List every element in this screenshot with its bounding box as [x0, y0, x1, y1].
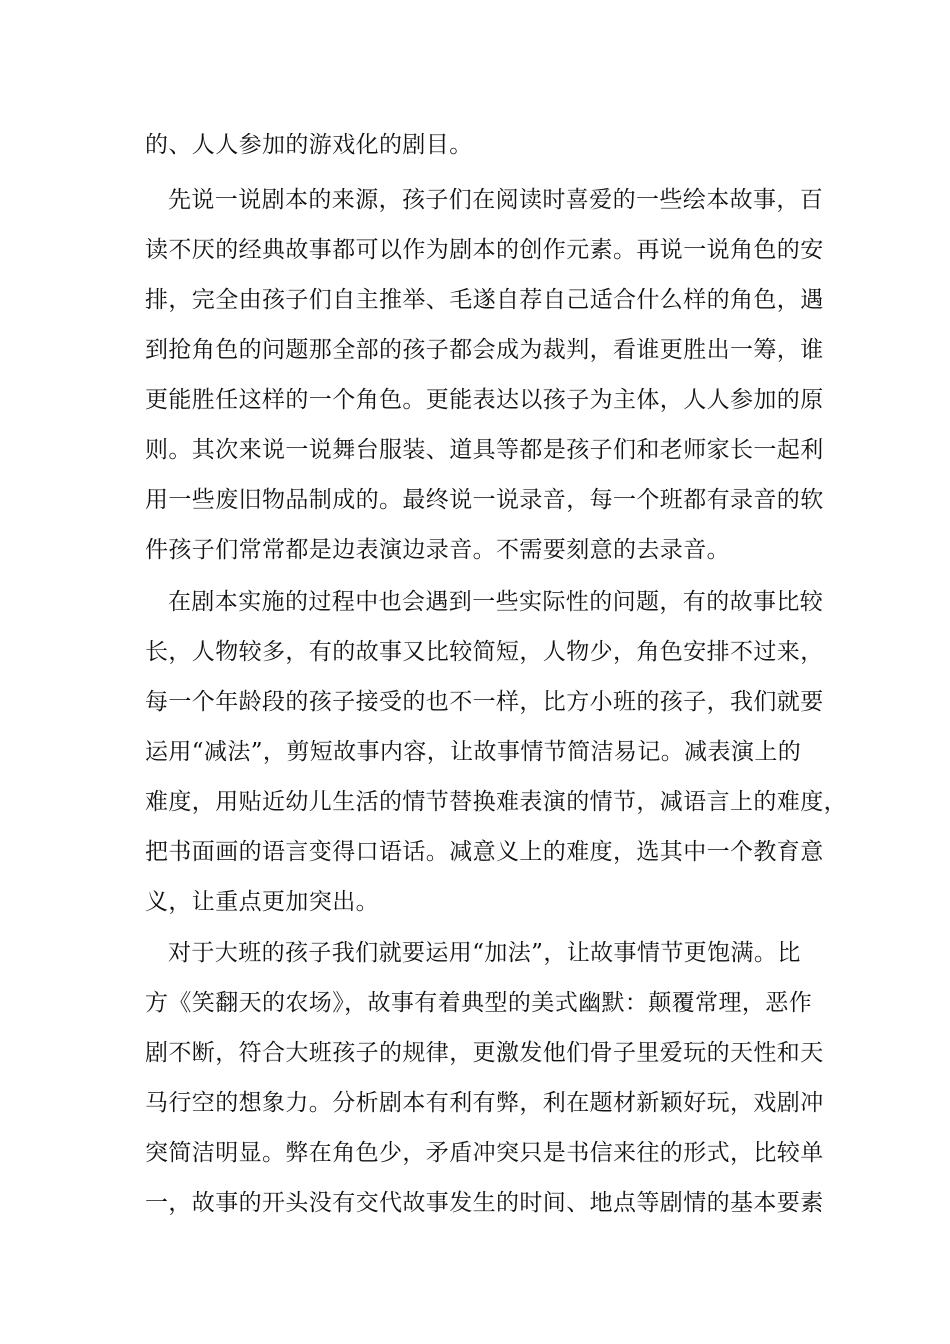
- text-line: 更能胜任这样的一个角色。更能表达以孩子为主体，人人参加的原: [145, 387, 824, 413]
- text-line: 在剧本实施的过程中也会遇到一些实际性的问题，有的故事比较: [168, 589, 824, 615]
- text-line: 则。其次来说一说舞台服装、道具等都是孩子们和老师家长一起利: [145, 437, 824, 463]
- text-line: 剧不断，符合大班孩子的规律，更激发他们骨子里爱玩的天性和天: [145, 1040, 824, 1066]
- text-line: 运用“减法”，剪短故事内容，让故事情节简洁易记。减表演上的: [145, 739, 802, 765]
- text-line: 长，人物较多，有的故事又比较简短，人物少，角色安排不过来，: [145, 639, 824, 665]
- text-line: 到抢角色的问题那全部的孩子都会成为裁判，看谁更胜出一筹，谁: [145, 337, 824, 363]
- text-line: 用一些废旧物品制成的。最终说一说录音，每一个班都有录音的软: [145, 487, 824, 513]
- text-line: 把书面画的语言变得口语话。减意义上的难度，选其中一个教育意: [145, 839, 824, 865]
- text-line: 对于大班的孩子我们就要运用“加法”，让故事情节更饱满。比: [168, 940, 801, 966]
- text-line: 方《笑翻天的农场》，故事有着典型的美式幽默：颠覆常理，恶作: [145, 990, 813, 1016]
- text-line: 义，让重点更加突出。: [145, 889, 379, 915]
- text-line: 一，故事的开头没有交代故事发生的时间、地点等剧情的基本要素: [145, 1190, 824, 1216]
- text-line: 件孩子们常常都是边表演边录音。不需要刻意的去录音。: [145, 537, 730, 563]
- text-line: 每一个年龄段的孩子接受的也不一样，比方小班的孩子，我们就要: [145, 689, 824, 715]
- text-line: 马行空的想象力。分析剧本有利有弊，利在题材新颖好玩，戏剧冲: [145, 1090, 824, 1116]
- text-line: 的、人人参加的游戏化的剧目。: [145, 132, 473, 158]
- text-line: 突简洁明显。弊在角色少，矛盾冲突只是书信来往的形式，比较单: [145, 1140, 824, 1166]
- text-line: 难度，用贴近幼儿生活的情节替换难表演的情节，减语言上的难度，: [145, 789, 847, 815]
- text-line: 读不厌的经典故事都可以作为剧本的创作元素。再说一说角色的安: [145, 237, 824, 263]
- text-line: 先说一说剧本的来源，孩子们在阅读时喜爱的一些绘本故事，百: [168, 187, 824, 213]
- text-line: 排，完全由孩子们自主推举、毛遂自荐自己适合什么样的角色，遇: [145, 287, 824, 313]
